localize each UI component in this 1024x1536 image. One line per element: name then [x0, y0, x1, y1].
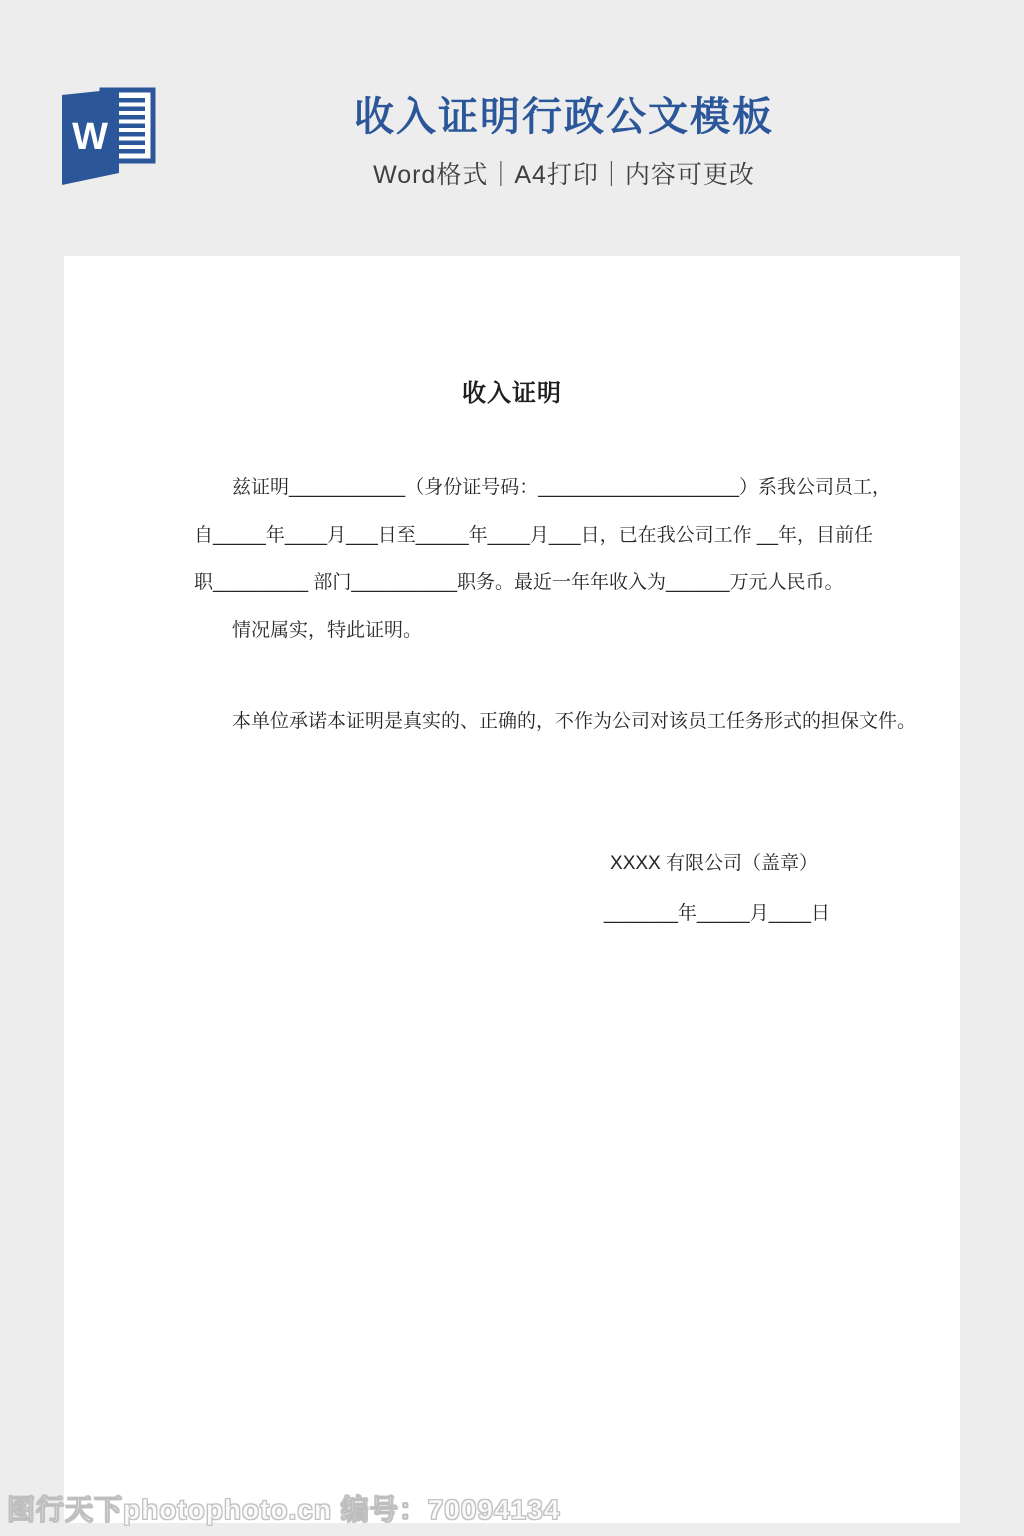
signature-company: XXXX 有限公司（盖章）	[610, 853, 818, 874]
certify-line-1: 兹证明___________（身份证号码：___________________）系我公司员工，	[232, 477, 892, 498]
certify-line-3: 职_________ 部门__________职务。最近一年年收入为______万元人民币。	[194, 572, 844, 593]
signature-date: _______年_____月____日	[603, 903, 830, 924]
paragraph-certify	[194, 464, 892, 654]
document-title: 收入证明	[462, 380, 562, 407]
page-subtitle: Word格式｜A4打印｜内容可更改	[373, 161, 755, 189]
document-page	[64, 256, 960, 1523]
paragraph-pledge: 本单位承诺本证明是真实的、正确的，不作为公司对该员工任务形式的担保文件。	[232, 711, 917, 732]
word-icon-letter: W	[72, 116, 108, 158]
certify-closing-line: 情况属实，特此证明。	[232, 619, 423, 641]
signature-block	[604, 839, 830, 939]
certify-line-2: 自_____年____月___日至_____年____月___日，已在我公司工作 __年，目前任	[194, 524, 874, 546]
site-watermark: 图行天下photophoto.cn 编号：70094134	[7, 1494, 561, 1525]
page-title: 收入证明行政公文模板	[354, 95, 774, 139]
header-text-block	[168, 94, 960, 191]
word-icon	[62, 87, 158, 190]
